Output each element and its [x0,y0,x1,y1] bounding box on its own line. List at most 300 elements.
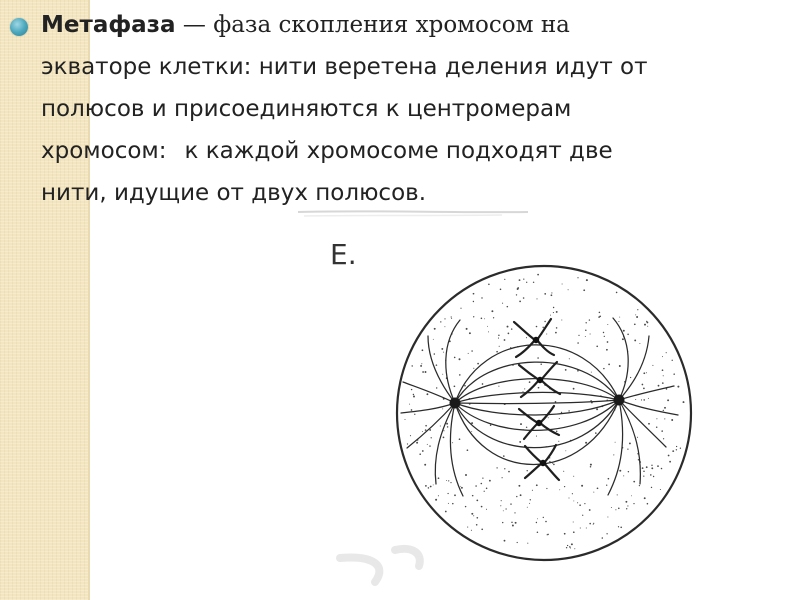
cytoplasm-dot [491,310,493,312]
cytoplasm-dot [606,533,607,534]
cytoplasm-dot [500,505,501,506]
cytoplasm-dot [498,335,500,337]
cytoplasm-dot [562,284,563,285]
cytoplasm-dot [520,494,522,496]
cytoplasm-dot [454,494,456,496]
cytoplasm-dot [511,522,512,523]
cytoplasm-dot [503,510,504,511]
cytoplasm-dot [647,503,649,505]
cytoplasm-dot [551,294,553,296]
cytoplasm-dot [441,348,443,350]
cytoplasm-dot [504,468,505,469]
cytoplasm-dot [459,358,461,360]
cytoplasm-dot [410,435,411,436]
cytoplasm-dot [502,477,503,478]
line-4 [41,130,786,172]
cytoplasm-dot [550,315,551,316]
cytoplasm-dot [433,339,434,340]
left-centriole [450,398,461,409]
cytoplasm-dot [607,341,609,343]
cytoplasm-dot [564,533,566,535]
cytoplasm-dot [603,332,604,333]
cytoplasm-dot [643,399,645,401]
cytoplasm-dot [676,446,677,447]
cytoplasm-dot [488,284,490,286]
cytoplasm-dot [519,301,521,303]
cytoplasm-dot [639,485,640,486]
cytoplasm-dot [411,389,412,390]
cytoplasm-dot [571,543,573,545]
cytoplasm-dot [422,450,424,452]
cytoplasm-dot [484,491,485,492]
cytoplasm-dot [465,506,466,507]
cytoplasm-dot [608,478,610,480]
cytoplasm-dot [498,386,499,387]
cytoplasm-dot [425,429,427,431]
cytoplasm-dot [493,317,494,318]
cytoplasm-dot [413,394,414,395]
cytoplasm-dot [615,442,616,443]
cytoplasm-dot [411,409,413,411]
cytoplasm-dot [553,312,554,313]
cytoplasm-dot [546,488,547,489]
cytoplasm-dot [514,512,515,513]
cytoplasm-dot [662,369,664,371]
cytoplasm-dot [651,465,652,466]
cytoplasm-dot [526,427,527,428]
cytoplasm-dot [556,431,558,433]
cytoplasm-dot [486,488,488,490]
cytoplasm-dot [608,364,610,366]
cytoplasm-dot [641,399,642,400]
right-centriole [614,395,625,406]
cytoplasm-dot [573,476,574,477]
cytoplasm-dot [481,506,483,508]
cytoplasm-dot [633,503,634,504]
cytoplasm-dot [451,318,452,319]
cytoplasm-dot [585,442,587,444]
cytoplasm-dot [607,517,608,518]
cytoplasm-dot [596,408,598,410]
cytoplasm-dot [677,386,679,388]
cytoplasm-dot [473,293,475,295]
cytoplasm-dot [448,503,449,504]
cytoplasm-dot [553,464,555,466]
cytoplasm-dot [536,326,538,328]
cytoplasm-dot [414,414,415,415]
cytoplasm-dot [673,373,675,375]
term-metaphase: Метафаза [41,12,176,38]
cytoplasm-dot [615,509,616,510]
cytoplasm-dot [619,365,621,367]
cytoplasm-dot [591,372,592,373]
cytoplasm-dot [438,495,439,496]
cytoplasm-dot [461,487,463,489]
cytoplasm-dot [459,374,461,376]
cytoplasm-dot [519,279,521,281]
cytoplasm-dot [573,388,575,390]
cytoplasm-dot [435,499,437,501]
cytoplasm-dot [666,352,667,353]
centromere [540,460,546,466]
cytoplasm-dot [599,315,601,317]
cytoplasm-dot [533,282,534,283]
slide-text [41,4,786,214]
cytoplasm-dot [658,385,660,387]
cytoplasm-dot [582,515,583,516]
cytoplasm-dot [452,442,453,443]
cytoplasm-dot [622,338,624,340]
cytoplasm-dot [603,368,604,369]
cytoplasm-dot [471,422,473,424]
cytoplasm-dot [532,490,533,491]
cytoplasm-dot [451,316,452,317]
cytoplasm-dot [480,483,482,485]
cytoplasm-dot [556,311,558,313]
cytoplasm-dot [590,333,591,334]
cytoplasm-dot [662,356,663,357]
cytoplasm-dot [475,485,477,487]
cytoplasm-dot [568,497,569,498]
line-4-start: хромосом: [41,138,167,164]
cytoplasm-dot [460,486,461,487]
centromere [536,420,542,426]
definition-part: — фаза скопления хромосом на [175,12,570,38]
cytoplasm-dot [586,528,587,529]
line-4-end: к каждой хромосоме подходят две [184,138,613,164]
cytoplasm-dot [643,475,644,476]
cytoplasm-dot [454,385,456,387]
cytoplasm-dot [443,437,445,439]
cytoplasm-dot [619,470,621,472]
cytoplasm-dot [580,527,581,528]
cytoplasm-dot [447,426,449,428]
cytoplasm-dot [553,307,554,308]
cytoplasm-dot [448,480,449,481]
cytoplasm-dot [450,482,451,483]
cytoplasm-dot [416,442,418,444]
cytoplasm-dot [660,489,661,490]
cytoplasm-dot [482,383,484,385]
cytoplasm-dot [507,306,509,308]
cytoplasm-dot [555,332,557,334]
cytoplasm-dot [585,336,586,337]
cytoplasm-dot [683,401,685,403]
cytoplasm-dot [486,509,487,510]
centromere [533,337,539,343]
cytoplasm-dot [647,326,648,327]
cytoplasm-dot [536,522,537,523]
cytoplasm-dot [568,289,569,290]
cytoplasm-dot [526,282,527,283]
cytoplasm-dot [661,468,663,470]
cytoplasm-dot [464,385,466,387]
cytoplasm-dot [656,426,657,427]
cytoplasm-dot [442,408,443,409]
cytoplasm-dot [646,466,648,468]
cytoplasm-dot [561,320,562,321]
cytoplasm-dot [467,449,469,451]
cytoplasm-dot [426,393,428,395]
cytoplasm-dot [459,438,461,440]
cytoplasm-dot [529,503,530,504]
cytoplasm-dot [542,327,543,328]
cytoplasm-dot [636,316,638,318]
cytoplasm-dot [427,444,428,445]
cytoplasm-dot [537,532,539,534]
cytoplasm-dot [510,503,511,504]
cell-outline [397,266,691,560]
cytoplasm-dot [565,450,566,451]
cytoplasm-dot [496,351,498,353]
cytoplasm-dot [537,357,539,359]
cytoplasm-dot [657,465,659,467]
cytoplasm-dot [618,507,620,509]
cytoplasm-dot [625,501,627,503]
cytoplasm-dot [428,487,430,489]
cytoplasm-dot [556,327,558,329]
cytoplasm-dot [477,363,479,365]
cytoplasm-dot [548,417,549,418]
cytoplasm-dot [639,343,640,344]
cytoplasm-dot [637,437,638,438]
cytoplasm-dot [430,486,432,488]
cytoplasm-dot [447,493,448,494]
cytoplasm-dot [672,450,674,452]
cytoplasm-dot [604,336,605,337]
cytoplasm-dot [547,534,549,536]
cytoplasm-dot [545,521,547,523]
figure-label: Е. [330,238,357,271]
cytoplasm-dot [502,303,503,304]
cytoplasm-dot [633,481,635,483]
cytoplasm-dot [489,480,491,482]
faint-mark [395,549,420,566]
cytoplasm-dot [472,495,474,497]
cytoplasm-dot [536,484,538,486]
cytoplasm-dot [465,474,467,476]
cytoplasm-dot [671,419,673,421]
cytoplasm-dot [565,369,567,371]
cytoplasm-dot [627,448,628,449]
cytoplasm-dot [536,436,537,437]
cytoplasm-dot [646,321,648,323]
cytoplasm-dot [529,381,531,383]
cytoplasm-dot [504,540,506,542]
cytoplasm-dot [471,431,472,432]
bullet-circle-icon [10,18,28,36]
cytoplasm-dot [544,293,546,295]
cytoplasm-dot [569,546,571,548]
cytoplasm-dot [526,337,527,338]
cytoplasm-dot [537,518,538,519]
cytoplasm-dot [566,547,567,548]
cytoplasm-dot [663,438,664,439]
cytoplasm-dot [425,425,427,427]
line-3: полюсов и присоединяются к центромерам [41,96,572,122]
cytoplasm-dot [573,531,575,533]
cytoplasm-dot [481,318,483,320]
cytoplasm-dot [613,454,614,455]
cytoplasm-dot [473,301,474,302]
cytoplasm-dot [596,345,598,347]
cytoplasm-dot [643,388,645,390]
cytoplasm-dot [629,442,631,444]
cytoplasm-dot [404,419,405,420]
cytoplasm-dot [578,335,579,336]
cytoplasm-dot [471,513,473,515]
cytoplasm-dot [440,425,441,426]
cytoplasm-dot [540,363,541,364]
cytoplasm-dot [667,399,669,401]
cytoplasm-dot [569,358,570,359]
cytoplasm-dot [527,470,528,471]
cytoplasm-dot [635,314,636,315]
cytoplasm-dot [606,349,608,351]
cytoplasm-dot [436,387,437,388]
cytoplasm-dot [488,331,489,332]
cytoplasm-dot [595,432,597,434]
cytoplasm-dot [627,505,628,506]
cytoplasm-dot [524,388,525,389]
cytoplasm-dot [422,431,423,432]
cytoplasm-dot [517,542,518,543]
cytoplasm-dot [651,487,652,488]
cytoplasm-dot [583,289,585,291]
cytoplasm-dot [606,485,607,486]
cytoplasm-dot [507,326,509,328]
cytoplasm-dot [536,298,537,299]
cytoplasm-dot [508,333,510,335]
cytoplasm-dot [653,476,654,477]
cytoplasm-dot [469,332,471,334]
cytoplasm-dot [546,333,547,334]
cytoplasm-dot [501,500,502,501]
cytoplasm-dot [661,430,663,432]
cytoplasm-dot [508,471,510,473]
cytoplasm-dot [680,448,681,449]
cytoplasm-dot [563,471,564,472]
cytoplasm-dot [574,548,575,549]
cytoplasm-dot [425,485,427,487]
cytoplasm-dot [643,471,645,473]
cytoplasm-dot [662,382,664,384]
cytoplasm-dot [421,363,422,364]
cytoplasm-dot [619,317,620,318]
cytoplasm-dot [476,517,478,519]
cytoplasm-dot [523,297,525,299]
cytoplasm-dot [590,466,592,468]
cytoplasm-dot [627,334,629,336]
cytoplasm-dot [413,396,415,398]
cytoplasm-dot [585,322,586,323]
cytoplasm-dot [517,287,519,289]
cytoplasm-dot [573,500,574,501]
cytoplasm-dot [538,387,540,389]
cytoplasm-dot [579,504,581,506]
cytoplasm-dot [482,477,483,478]
cytoplasm-dot [434,328,436,330]
cytoplasm-dot [642,384,644,386]
cytoplasm-dot [602,537,604,539]
cytoplasm-dot [436,364,438,366]
cytoplasm-dot [444,318,445,319]
cytoplasm-dot [631,495,632,496]
scan-smudges [298,211,528,216]
cytoplasm-dot [577,342,579,344]
cytoplasm-dot [473,316,474,317]
cytoplasm-dot [460,308,461,309]
cytoplasm-dot [530,499,531,500]
cytoplasm-dot [573,522,574,523]
cytoplasm-dot [443,352,444,353]
cytoplasm-dot [407,443,408,444]
cytoplasm-dot [543,517,544,518]
cytoplasm-dot [500,289,502,291]
cytoplasm-dot [502,522,503,523]
cytoplasm-dot [433,484,434,485]
cytoplasm-dot [644,497,646,499]
cytoplasm-dot [585,329,587,331]
cytoplasm-dot [490,424,492,426]
cytoplasm-dot [527,543,528,544]
cytoplasm-dot [664,407,666,409]
cytoplasm-dot [504,339,506,341]
cytoplasm-dot [593,524,594,525]
cytoplasm-dot [443,430,444,431]
cytoplasm-dot [589,523,591,525]
cytoplasm-dot [651,467,653,469]
faint-mark [340,558,379,582]
cytoplasm-dot [445,511,447,513]
cytoplasm-dot [643,372,645,374]
cytoplasm-dot [607,324,608,325]
cytoplasm-dot [468,353,469,354]
cytoplasm-dot [434,353,436,355]
cytoplasm-dot [440,321,441,322]
cytoplasm-dot [618,321,619,322]
cytoplasm-dot [620,527,622,529]
cytoplasm-dot [589,319,590,320]
centromere [537,377,543,383]
cytoplasm-dot [669,461,671,463]
cytoplasm-dot [422,349,424,351]
cytoplasm-dot [515,522,517,524]
cytoplasm-dot [634,323,636,325]
cytoplasm-dot [628,471,629,472]
cytoplasm-dot [537,274,539,276]
cytoplasm-dot [652,365,653,366]
cytoplasm-dot [487,326,488,327]
cytoplasm-dot [634,339,636,341]
cytoplasm-dot [481,528,483,530]
cytoplasm-dot [623,330,625,332]
cytoplasm-dot [518,485,520,487]
cytoplasm-dot [473,515,474,516]
cytoplasm-dot [429,445,430,446]
cytoplasm-dot [481,297,482,298]
cytoplasm-dot [572,493,573,494]
cytoplasm-dot [420,365,422,367]
cytoplasm-dot [505,508,506,509]
cytoplasm-dot [656,418,657,419]
cytoplasm-dot [616,292,618,294]
cytoplasm-dot [570,547,571,548]
cytoplasm-dot [564,486,565,487]
cytoplasm-dot [567,545,568,546]
cytoplasm-dot [555,401,557,403]
cytoplasm-dot [466,328,468,330]
